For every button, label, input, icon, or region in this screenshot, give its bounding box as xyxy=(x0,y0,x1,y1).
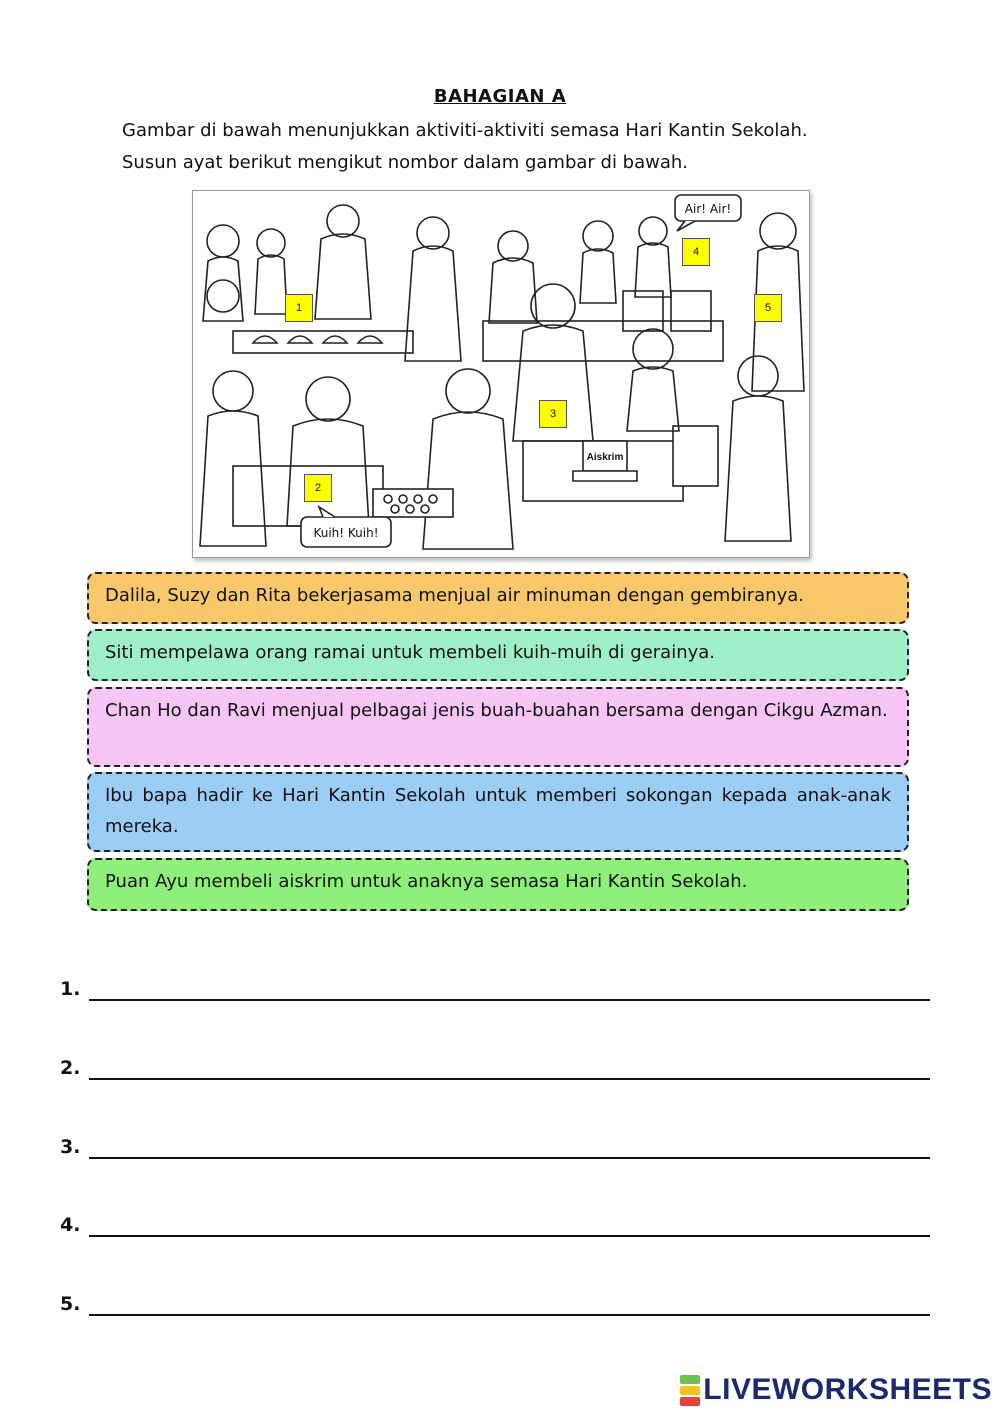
speech-kuih-text: Kuih! Kuih! xyxy=(313,526,379,540)
sentence-card-1[interactable]: Dalila, Suzy dan Rita bekerjasama menjual air minuman dengan gembiranya. xyxy=(87,572,909,624)
picture-marker-3[interactable]: 3 xyxy=(539,400,567,428)
instruction-line-2: Susun ayat berikut mengikut nombor dalam gambar di bawah. xyxy=(122,152,689,173)
answer-number-2: 2. xyxy=(60,1057,81,1079)
answer-input-5[interactable] xyxy=(92,1291,928,1315)
answer-input-2[interactable] xyxy=(92,1055,928,1079)
answer-row-5 xyxy=(60,1293,930,1327)
answer-number-3: 3. xyxy=(60,1136,81,1158)
section-title: BAHAGIAN A xyxy=(433,86,567,107)
answer-row-3 xyxy=(60,1136,930,1170)
answer-number-4: 4. xyxy=(60,1214,81,1236)
sentence-card-5[interactable]: Puan Ayu membeli aiskrim untuk anaknya semasa Hari Kantin Sekolah. xyxy=(87,858,909,911)
sentence-card-2[interactable]: Siti mempelawa orang ramai untuk membeli kuih-muih di gerainya. xyxy=(87,629,909,681)
answer-row-2 xyxy=(60,1057,930,1091)
picture-marker-1[interactable]: 1 xyxy=(285,294,313,322)
picture-marker-5[interactable]: 5 xyxy=(754,294,782,322)
logo-bar-green xyxy=(680,1375,700,1384)
answer-row-1 xyxy=(60,978,930,1012)
liveworksheets-logo-icon xyxy=(680,1374,700,1407)
instruction-line-1: Gambar di bawah menunjukkan aktiviti-aktiviti semasa Hari Kantin Sekolah. xyxy=(122,120,808,141)
aiskrim-sign-text: Aiskrim xyxy=(586,452,624,463)
answer-number-5: 5. xyxy=(60,1293,81,1315)
speech-air-text: Air! Air! xyxy=(684,202,732,216)
answer-input-3[interactable] xyxy=(92,1134,928,1158)
sentence-card-3[interactable]: Chan Ho dan Ravi menjual pelbagai jenis buah-buahan bersama dengan Cikgu Azman. xyxy=(87,687,909,767)
picture-marker-2[interactable]: 2 xyxy=(304,474,332,502)
logo-bar-yellow xyxy=(680,1386,700,1395)
sentence-card-4[interactable]: Ibu bapa hadir ke Hari Kantin Sekolah untuk memberi sokongan kepada anak-anak mereka. xyxy=(87,772,909,852)
canteen-day-illustration xyxy=(192,190,810,558)
answer-input-1[interactable] xyxy=(92,976,928,1000)
logo-bar-red xyxy=(680,1397,700,1406)
liveworksheets-logo-text: LIVEWORKSHEETS xyxy=(703,1373,992,1406)
answer-number-1: 1. xyxy=(60,978,81,1000)
answer-row-4 xyxy=(60,1214,930,1248)
answer-input-4[interactable] xyxy=(92,1212,928,1236)
picture-marker-4[interactable]: 4 xyxy=(682,238,710,266)
liveworksheets-logo xyxy=(680,1373,992,1407)
